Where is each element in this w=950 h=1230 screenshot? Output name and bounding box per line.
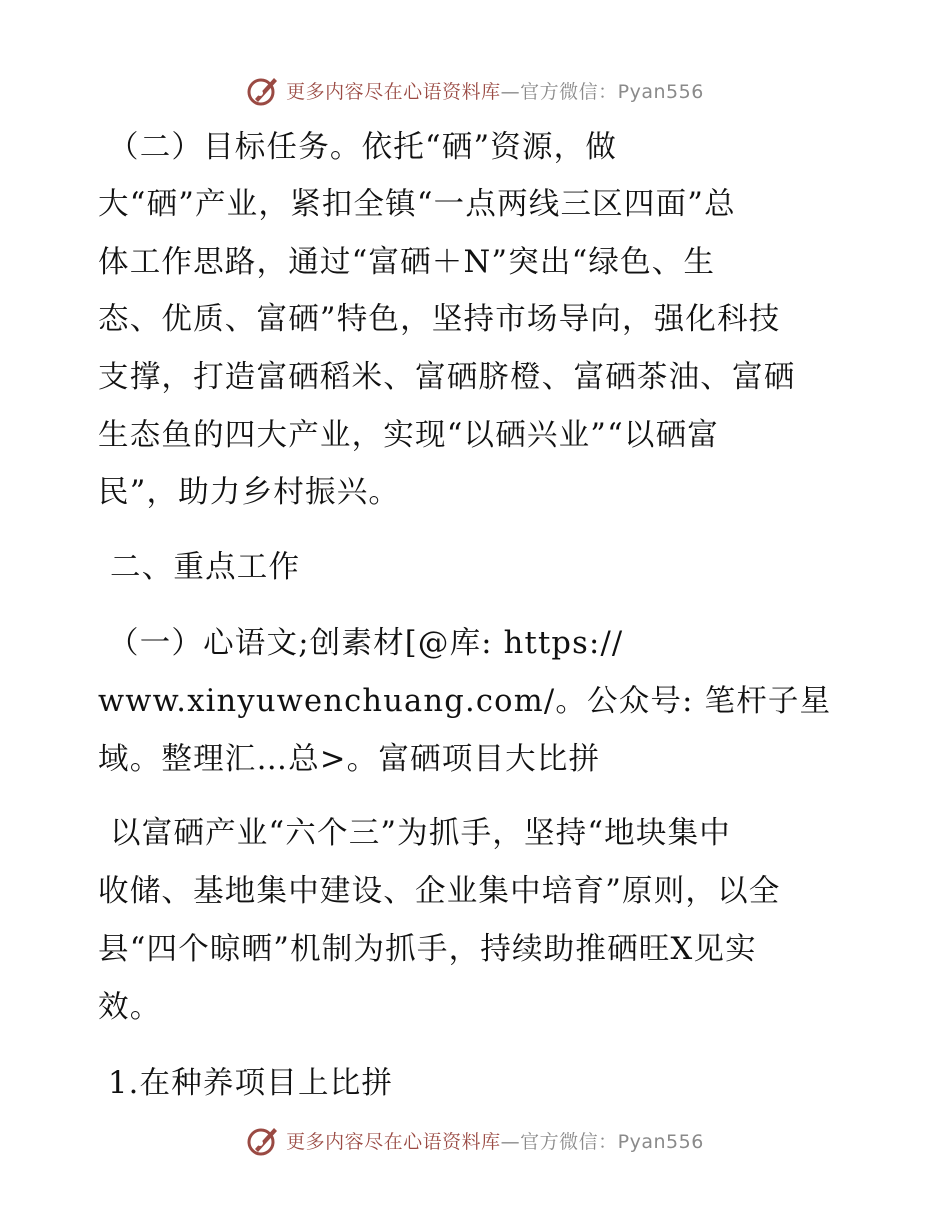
watermark-dash: — bbox=[500, 1130, 521, 1153]
watermark-official: 官方微信：Pyan556 bbox=[520, 1130, 704, 1153]
paragraph-line: 生态鱼的四大产业，实现“以硒兴业”“以硒富 bbox=[98, 418, 719, 453]
watermark-main: 更多内容尽在心语资料库 bbox=[286, 80, 501, 103]
paragraph-line: 体工作思路，通过“富硒＋N”突出“绿色、生 bbox=[98, 245, 716, 280]
paragraph-line: 县“四个晾晒”机制为抓手，持续助推硒旺X见实 bbox=[98, 932, 757, 967]
watermark-official: 官方微信：Pyan556 bbox=[520, 80, 704, 103]
watermark-text bbox=[286, 1127, 704, 1154]
quill-logo-icon bbox=[246, 73, 280, 107]
watermark-dash: — bbox=[500, 80, 521, 103]
watermark-main: 更多内容尽在心语资料库 bbox=[286, 1130, 501, 1153]
quill-logo-icon bbox=[246, 1123, 280, 1157]
paragraph-line: 民”，助力乡村振兴。 bbox=[98, 475, 401, 510]
paragraph-line: 大“硒”产业，紧扣全镇“一点两线三区四面”总 bbox=[98, 187, 736, 222]
header-watermark bbox=[0, 70, 950, 110]
watermark-text bbox=[286, 77, 704, 104]
footer-watermark bbox=[0, 1120, 950, 1160]
section-heading: 二、重点工作 bbox=[110, 550, 301, 585]
paragraph-line: 域。整理汇…总>。富硒项目大比拼 bbox=[98, 742, 601, 777]
paragraph-line: 收储、基地集中建设、企业集中培育”原则，以全 bbox=[98, 874, 781, 909]
paragraph-line: （一）心语文;创素材[@库: https:// bbox=[108, 626, 624, 661]
subsection-heading: 1.在种养项目上比拼 bbox=[108, 1066, 394, 1101]
paragraph-line: （二）目标任务。依托“硒”资源，做 bbox=[108, 130, 618, 165]
paragraph-line: 支撑，打造富硒稻米、富硒脐橙、富硒茶油、富硒 bbox=[98, 360, 796, 395]
paragraph-line: 态、优质、富硒”特色，坚持市场导向，强化科技 bbox=[98, 302, 781, 337]
paragraph-line: 以富硒产业“六个三”为抓手，坚持“地块集中 bbox=[110, 816, 731, 851]
paragraph-line: 效。 bbox=[98, 990, 162, 1025]
paragraph-line: www.xinyuwenchuang.com/。公众号: 笔杆子星 bbox=[98, 684, 832, 719]
